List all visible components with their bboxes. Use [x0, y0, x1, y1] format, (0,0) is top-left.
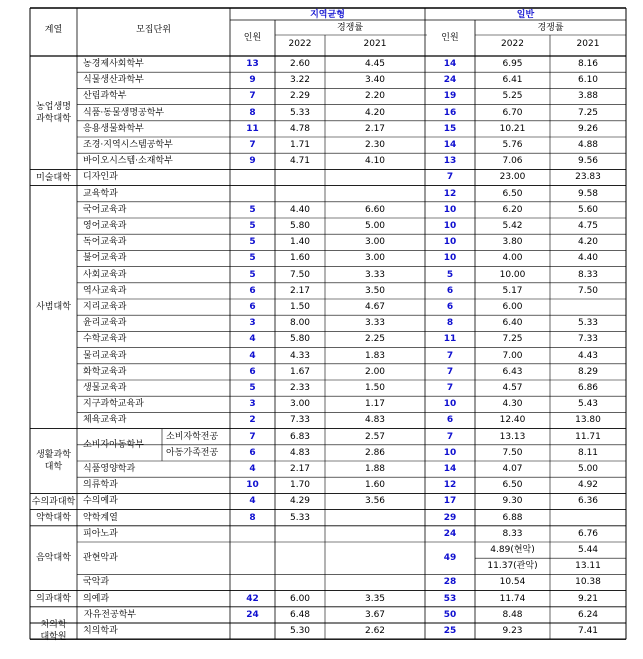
- general-rate-2021: 9.58: [577, 188, 599, 199]
- unit-name: 식품·동물생명공학부: [83, 107, 165, 118]
- college-name: 사범대학: [36, 302, 71, 313]
- regional-quota: 9: [249, 75, 256, 86]
- unit-name: 지리교육과: [83, 302, 127, 312]
- general-rate-2022: 8.33: [502, 528, 523, 539]
- regional-rate-2022: 2.33: [289, 383, 311, 393]
- general-quota: 14: [443, 140, 457, 150]
- unit-name: 농경제사회학부: [83, 59, 144, 69]
- general-rate-2022: 4.07: [502, 464, 523, 474]
- general-quota: 17: [443, 496, 457, 507]
- regional-rate-2021: 1.60: [364, 480, 386, 491]
- regional-quota: 2: [249, 415, 256, 426]
- general-rate-2022: 6.50: [502, 480, 523, 491]
- general-rate-2021: 7.50: [577, 285, 599, 296]
- unit-name: 물리교육과: [83, 350, 127, 361]
- regional-rate-2022: 3.00: [289, 399, 311, 410]
- sub-unit-name: 아동가족전공: [166, 447, 219, 458]
- college-name: 음악대학: [36, 553, 71, 564]
- general-rate-2022: 6.50: [502, 188, 523, 199]
- general-quota: 7: [446, 366, 454, 377]
- general-rate-2021: 6.36: [577, 496, 599, 507]
- general-rate-2021: 4.20: [577, 237, 599, 248]
- unit-name: 바이오시스템·소재학부: [83, 156, 173, 167]
- general-rate-2022: 7.06: [502, 156, 523, 167]
- general-quota: 24: [443, 75, 457, 86]
- general-rate-2021: 8.29: [577, 366, 599, 377]
- unit-name: 국어교육과: [83, 204, 127, 215]
- general-quota: 7: [446, 383, 454, 393]
- general-rate-2022: 4.30: [502, 399, 523, 410]
- general-quota: 19: [443, 91, 457, 102]
- general-rate-2022: 7.00: [502, 350, 523, 361]
- regional-rate-2022: 7.50: [289, 269, 311, 280]
- regional-rate-2021: 4.83: [364, 415, 386, 426]
- general-quota: 12: [443, 480, 457, 491]
- header-competition-general: 경쟁률: [537, 23, 564, 33]
- general-rate-2021: 6.86: [577, 383, 599, 393]
- regional-rate-2021: 2.62: [364, 626, 386, 636]
- regional-rate-2022: 4.40: [289, 204, 311, 215]
- unit-name: 의예과: [83, 593, 110, 604]
- unit-name: 식품영양학과: [83, 464, 136, 474]
- general-rate-2021: 4.43: [577, 350, 599, 361]
- general-quota: 24: [443, 528, 457, 539]
- regional-rate-2022: 7.33: [289, 415, 311, 426]
- unit-name: 역사교육과: [83, 285, 127, 296]
- general-rate-2022: 6.43: [502, 366, 523, 377]
- regional-rate-2022: 4.29: [289, 496, 311, 507]
- regional-rate-2022: 2.17: [289, 464, 311, 474]
- regional-rate-2021: 4.67: [364, 302, 386, 312]
- general-rate-2022: 5.42: [502, 221, 523, 231]
- regional-rate-2021: 2.20: [364, 91, 386, 102]
- regional-rate-2021: 3.35: [364, 593, 386, 604]
- general-rate-2022: 10.54: [499, 577, 526, 588]
- general-rate-2021: 4.40: [577, 253, 599, 264]
- general-rate-2022: 5.76: [502, 140, 523, 150]
- regional-quota: 6: [249, 366, 256, 377]
- regional-rate-2022: 4.33: [289, 350, 311, 361]
- regional-quota: 9: [249, 156, 256, 167]
- header-quota-general: 인원: [441, 33, 459, 43]
- regional-rate-2022: 4.83: [289, 447, 311, 458]
- general-rate-2021: 8.16: [577, 59, 599, 69]
- regional-rate-2022: 1.67: [289, 366, 311, 377]
- general-quota: 10: [443, 447, 457, 458]
- regional-quota: 4: [249, 334, 256, 345]
- general-rate-2022: 6.20: [502, 204, 523, 215]
- general-quota: 53: [443, 593, 457, 604]
- general-quota: 12: [443, 188, 457, 199]
- regional-quota: 6: [249, 285, 256, 296]
- general-rate-2022: 9.30: [502, 496, 523, 507]
- regional-rate-2022: 1.50: [289, 302, 311, 312]
- general-rate-2022: 6.95: [502, 59, 523, 69]
- regional-quota: 4: [249, 350, 256, 361]
- general-quota: 6: [446, 302, 454, 312]
- general-rate-2021: 7.41: [577, 626, 599, 636]
- regional-rate-2022: 6.48: [289, 609, 311, 620]
- college-name: 치의학 대학원: [40, 620, 67, 643]
- regional-quota: 6: [249, 447, 256, 458]
- regional-rate-2021: 4.20: [364, 107, 386, 118]
- regional-rate-2022: 1.60: [289, 253, 311, 264]
- unit-name: 불어교육과: [83, 253, 127, 264]
- unit-name: 생물교육과: [83, 383, 127, 393]
- general-quota: 49: [443, 553, 457, 564]
- unit-name: 사회교육과: [83, 269, 127, 280]
- unit-name: 디자인과: [83, 172, 118, 183]
- regional-rate-2021: 1.88: [364, 464, 386, 474]
- unit-name: 지구과학교육과: [83, 399, 144, 410]
- regional-rate-2021: 5.00: [364, 221, 386, 231]
- unit-name: 체육교육과: [83, 415, 127, 426]
- unit-name: 피아노과: [83, 528, 118, 539]
- general-rate-2022: 6.70: [502, 107, 523, 118]
- unit-name: 관현악과: [83, 553, 118, 564]
- unit-name: 국악과: [83, 577, 110, 588]
- regional-quota: 42: [246, 593, 259, 604]
- regional-rate-2021: 3.40: [364, 75, 386, 86]
- header-year-2022-general: 2022: [501, 39, 524, 49]
- general-quota: 10: [443, 237, 457, 248]
- general-quota: 11: [443, 334, 457, 345]
- general-quota: 10: [443, 221, 457, 231]
- regional-quota: 5: [249, 253, 256, 264]
- college-name: 수의과대학: [31, 496, 76, 507]
- general-rate-2022: 10.00: [499, 269, 526, 280]
- general-quota: 50: [443, 609, 457, 620]
- general-rate-2022: 3.80: [502, 237, 523, 248]
- header-quota-regional: 인원: [243, 33, 262, 43]
- general-rate-2021: 23.83: [575, 172, 601, 183]
- regional-rate-2021: 4.10: [364, 156, 386, 167]
- college-name: 미술대학: [36, 172, 71, 183]
- college-name: 의과대학: [36, 593, 71, 604]
- general-quota: 16: [443, 107, 457, 118]
- regional-rate-2021: 2.30: [364, 140, 386, 150]
- regional-quota: 5: [249, 269, 256, 280]
- regional-rate-2022: 5.33: [289, 512, 311, 523]
- unit-name: 산림과학부: [83, 91, 127, 102]
- general-rate-2022: 10.21: [499, 123, 526, 134]
- regional-rate-2022: 1.40: [289, 237, 311, 248]
- regional-quota: 4: [249, 464, 256, 474]
- regional-rate-2021: 3.00: [364, 237, 386, 248]
- general-rate-2021: 5.44: [577, 545, 599, 555]
- regional-rate-2021: 2.86: [364, 447, 386, 458]
- regional-rate-2021: 1.50: [364, 383, 386, 393]
- unit-name: 조경·지역시스템공학부: [83, 140, 173, 150]
- unit-name: 윤리교육과: [83, 318, 127, 329]
- unit-name: 수학교육과: [83, 334, 127, 345]
- general-rate-2022: 13.13: [499, 431, 526, 442]
- general-quota: 14: [443, 59, 457, 69]
- regional-rate-2021: 3.00: [364, 253, 386, 264]
- unit-name: 치의학과: [83, 626, 118, 636]
- regional-rate-2022: 8.00: [289, 318, 311, 329]
- general-rate-2021: 4.88: [577, 140, 599, 150]
- regional-quota: 5: [249, 204, 256, 215]
- general-quota: 7: [446, 172, 454, 183]
- regional-rate-2021: 3.67: [364, 609, 386, 620]
- general-rate-2022: 11.37(관악): [487, 561, 538, 572]
- regional-rate-2022: 3.22: [289, 75, 311, 86]
- general-rate-2022: 6.40: [502, 318, 523, 329]
- general-rate-2021: 13.11: [575, 561, 601, 572]
- general-rate-2021: 4.92: [577, 480, 599, 491]
- general-rate-2022: 23.00: [499, 172, 526, 183]
- regional-rate-2022: 5.33: [289, 107, 311, 118]
- general-rate-2021: 7.33: [577, 334, 599, 345]
- general-quota: 14: [443, 464, 457, 474]
- regional-quota: 4: [249, 496, 256, 507]
- college-name: 자유전공학부: [83, 609, 137, 620]
- general-rate-2021: 10.38: [575, 577, 601, 588]
- general-rate-2021: 4.75: [577, 221, 599, 231]
- regional-quota: 6: [249, 302, 256, 312]
- general-rate-2022: 6.00: [502, 302, 523, 312]
- regional-rate-2021: 2.25: [364, 334, 386, 345]
- regional-rate-2021: 2.00: [364, 366, 386, 377]
- general-rate-2021: 9.56: [577, 156, 599, 167]
- unit-name: 화학교육과: [83, 366, 127, 377]
- regional-rate-2022: 5.80: [289, 334, 311, 345]
- regional-rate-2021: 6.60: [364, 204, 386, 215]
- general-quota: 15: [443, 123, 457, 134]
- unit-name: 독어교육과: [83, 237, 127, 248]
- general-rate-2022: 5.17: [502, 285, 523, 296]
- regional-quota: 5: [249, 237, 256, 248]
- general-rate-2021: 8.11: [577, 447, 599, 458]
- general-quota: 8: [446, 318, 454, 329]
- regional-rate-2022: 6.00: [289, 593, 311, 604]
- regional-rate-2022: 2.17: [289, 285, 311, 296]
- header-competition-regional: 경쟁률: [336, 23, 364, 33]
- college-name: 생활과학 대학: [36, 450, 71, 472]
- general-quota: 6: [446, 285, 454, 296]
- regional-quota: 3: [249, 399, 256, 410]
- general-quota: 5: [446, 269, 454, 280]
- general-rate-2022: 8.48: [502, 609, 523, 620]
- regional-rate-2021: 3.33: [364, 269, 386, 280]
- regional-quota: 10: [246, 480, 259, 491]
- header-group-regional: 지역균형: [310, 10, 345, 20]
- general-quota: 6: [446, 415, 454, 426]
- unit-name: 수의예과: [83, 496, 118, 507]
- regional-quota: 8: [249, 107, 256, 118]
- regional-quota: 13: [246, 59, 259, 69]
- general-quota: 29: [443, 512, 457, 523]
- general-quota: 7: [446, 350, 454, 361]
- regional-quota: 7: [249, 431, 256, 442]
- general-rate-2022: 7.25: [502, 334, 523, 345]
- regional-quota: 7: [249, 140, 256, 150]
- general-quota: 10: [443, 399, 457, 410]
- regional-rate-2022: 5.30: [289, 626, 311, 636]
- general-rate-2022: 6.88: [502, 512, 523, 523]
- general-rate-2022: 5.25: [502, 91, 523, 102]
- general-rate-2021: 5.00: [577, 464, 599, 474]
- regional-quota: 5: [249, 221, 256, 231]
- regional-rate-2022: 4.71: [289, 156, 311, 167]
- regional-rate-2022: 2.29: [289, 91, 311, 102]
- header-category: 계열: [44, 25, 63, 35]
- general-quota: 28: [443, 577, 457, 588]
- general-rate-2021: 6.24: [577, 609, 599, 620]
- regional-rate-2022: 1.71: [289, 140, 311, 150]
- regional-quota: 3: [249, 318, 256, 329]
- general-quota: 25: [443, 626, 457, 636]
- general-rate-2021: 11.71: [575, 431, 601, 442]
- general-rate-2021: 6.76: [577, 528, 599, 539]
- general-rate-2022: 7.50: [502, 447, 523, 458]
- regional-rate-2021: 3.50: [364, 285, 386, 296]
- college-name: 농업생명 과학대학: [36, 101, 71, 124]
- regional-quota: 7: [249, 91, 256, 102]
- regional-rate-2021: 2.17: [364, 123, 386, 134]
- general-rate-2022: 6.41: [502, 75, 523, 86]
- general-rate-2021: 8.33: [577, 269, 599, 280]
- regional-rate-2022: 6.83: [289, 431, 311, 442]
- general-rate-2022: 12.40: [499, 415, 526, 426]
- unit-name: 약학계열: [83, 512, 118, 523]
- general-quota: 7: [446, 431, 454, 442]
- regional-quota: 5: [249, 383, 256, 393]
- general-rate-2022: 11.74: [499, 593, 526, 604]
- general-rate-2021: 3.88: [577, 91, 599, 102]
- general-quota: 13: [443, 156, 457, 167]
- unit-name: 영어교육과: [83, 221, 127, 231]
- regional-rate-2022: 2.60: [289, 59, 311, 69]
- college-name: 약학대학: [36, 512, 71, 523]
- header-year-2021-regional: 2021: [363, 39, 387, 49]
- regional-rate-2021: 3.56: [364, 496, 386, 507]
- unit-name: 식물생산과학부: [83, 75, 144, 86]
- general-rate-2022: 4.89(현악): [490, 545, 535, 555]
- general-rate-2021: 5.60: [577, 204, 599, 215]
- regional-rate-2022: 1.70: [289, 480, 311, 491]
- header-unit: 모집단위: [136, 25, 171, 35]
- regional-quota: 8: [249, 512, 256, 523]
- regional-rate-2022: 4.78: [289, 123, 311, 134]
- regional-rate-2021: 4.45: [364, 59, 386, 69]
- general-rate-2021: 9.26: [577, 123, 599, 134]
- general-rate-2021: 6.10: [577, 75, 599, 86]
- header-group-general: 일반: [516, 10, 535, 20]
- unit-name: 소비자아동학부: [83, 439, 144, 450]
- unit-name: 교육학과: [83, 188, 118, 199]
- general-rate-2022: 9.23: [502, 626, 523, 636]
- regional-rate-2022: 5.80: [289, 221, 311, 231]
- unit-name: 의류학과: [83, 480, 118, 491]
- general-rate-2022: 4.00: [502, 253, 523, 264]
- sub-unit-name: 소비자학전공: [166, 431, 219, 442]
- general-rate-2022: 4.57: [502, 383, 523, 393]
- regional-quota: 11: [246, 123, 259, 134]
- general-rate-2021: 13.80: [575, 415, 601, 426]
- unit-name: 응용생물화학부: [83, 123, 144, 134]
- general-rate-2021: 5.43: [577, 399, 599, 410]
- regional-rate-2021: 1.17: [364, 399, 386, 410]
- general-rate-2021: 9.21: [577, 593, 599, 604]
- regional-rate-2021: 2.57: [364, 431, 386, 442]
- regional-quota: 24: [246, 609, 259, 620]
- general-rate-2021: 7.25: [577, 107, 599, 118]
- header-year-2021-general: 2021: [576, 39, 600, 49]
- general-rate-2021: 5.33: [577, 318, 599, 329]
- header-year-2022-regional: 2022: [288, 39, 312, 49]
- general-quota: 10: [443, 204, 457, 215]
- regional-rate-2021: 3.33: [364, 318, 386, 329]
- regional-rate-2021: 1.83: [364, 350, 386, 361]
- general-quota: 10: [443, 253, 457, 264]
